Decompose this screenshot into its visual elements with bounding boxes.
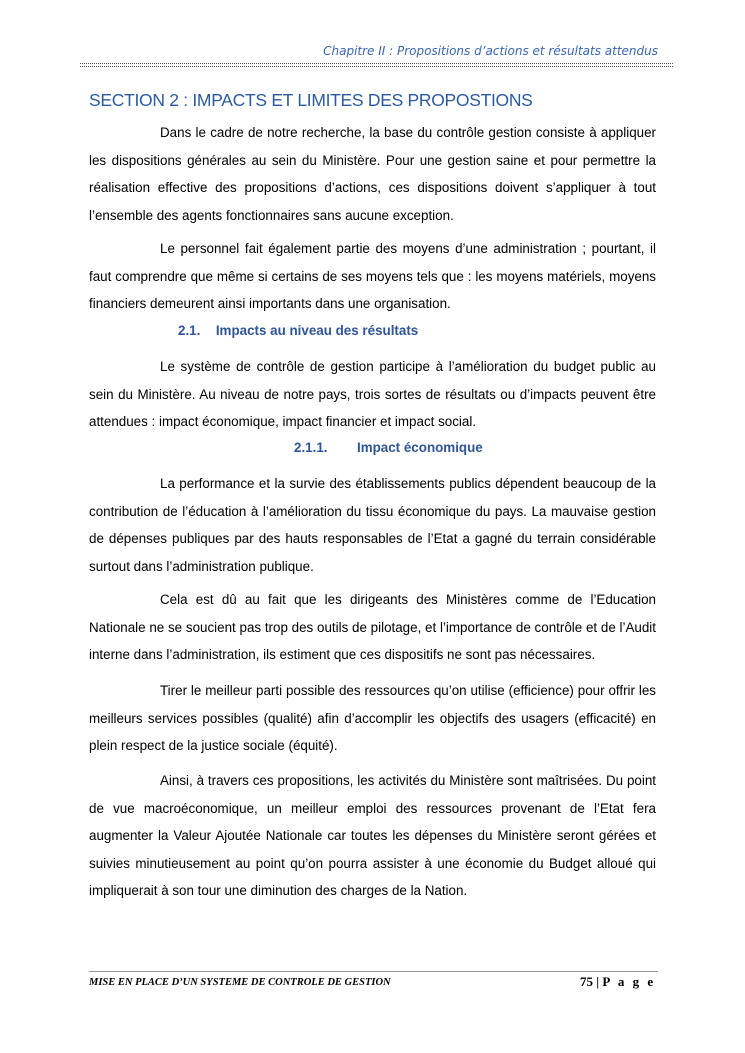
subheading-2-1-number: 2.1. (178, 323, 201, 338)
paragraph-7: Ainsi, à travers ces propositions, les activités du Ministère sont maîtrisées. Du point de vue macroéconomique, un meilleur emploi des ressources provenant de l’Etat fera augmenter la Valeur Ajoutée Nationale car toutes les dépenses du Ministère seront gérées et suivies minutieusement au point qu’on pourra assister à une économie du Budget alloué qui impliquerait à son tour une diminution des charges de la Nation. (89, 773, 656, 898)
page-label: P a g e (602, 974, 656, 989)
paragraph-4: La performance et la survie des établissements publics dépendent beaucoup de la contribution de l’éducation à l’amélioration du tissu économique du pays. La mauvaise gestion de dépenses publiques par des hauts responsables de l’Etat a gagné du terrain considérable surtout dans l’administration publique. (89, 476, 656, 574)
paragraph-1: Dans le cadre de notre recherche, la base du contrôle gestion consiste à appliquer les dispositions générales au sein du Ministère. Pour une gestion saine et pour permettre la réalisation effective des propositions d’actions, ces dispositions doivent s’appliquer à tout l’ensemble des agents fonctionnaires sans aucune exception. (89, 125, 656, 223)
footer-page-indicator (580, 974, 656, 990)
page-separator: | (596, 974, 600, 989)
footer-divider (89, 971, 658, 972)
subheading-2-1-1 (294, 440, 483, 455)
subheading-2-1-1-title: Impact économique (356, 440, 483, 455)
paragraph-5: Cela est dû au fait que les dirigeants des Ministères comme de l’Education Nationale ne se soucient pas trop des outils de pilotage, et l’importance de contrôle et de l’Audit interne dans l’administration, ils estiment que ces dispositifs ne sont pas nécessaires. (89, 592, 656, 662)
subheading-2-1-1-number: 2.1.1. (294, 440, 328, 455)
header-divider (80, 63, 673, 64)
footer-document-title: MISE EN PLACE D’UN SYSTEME DE CONTROLE DE GESTION (89, 977, 391, 988)
chapter-header: Chapitre II : Propositions d’actions et résultats attendus (323, 44, 658, 58)
header-divider-secondary (80, 66, 673, 67)
paragraph-6: Tirer le meilleur parti possible des ressources qu’on utilise (efficience) pour offrir les meilleurs services possibles (qualité) afin d’accomplir les objectifs des usagers (efficacité) en plein respect de la justice sociale (équité). (89, 683, 656, 753)
subheading-2-1-title: Impacts au niveau des résultats (215, 323, 419, 338)
page-number: 75 (580, 974, 593, 989)
paragraph-3: Le système de contrôle de gestion participe à l’amélioration du budget public au sein du Ministère. Au niveau de notre pays, trois sortes de résultats ou d’impacts peuvent être attendues : impact économique, impact financier et impact social. (89, 359, 656, 429)
paragraph-2: Le personnel fait également partie des moyens d’une administration ; pourtant, il faut comprendre que même si certains de ses moyens tels que : les moyens matériels, moyens financiers demeurent ainsi importants dans une organisation. (89, 241, 656, 311)
section-title: SECTION 2 : IMPACTS ET LIMITES DES PROPOSTIONS (89, 90, 533, 110)
subheading-2-1 (178, 323, 418, 338)
